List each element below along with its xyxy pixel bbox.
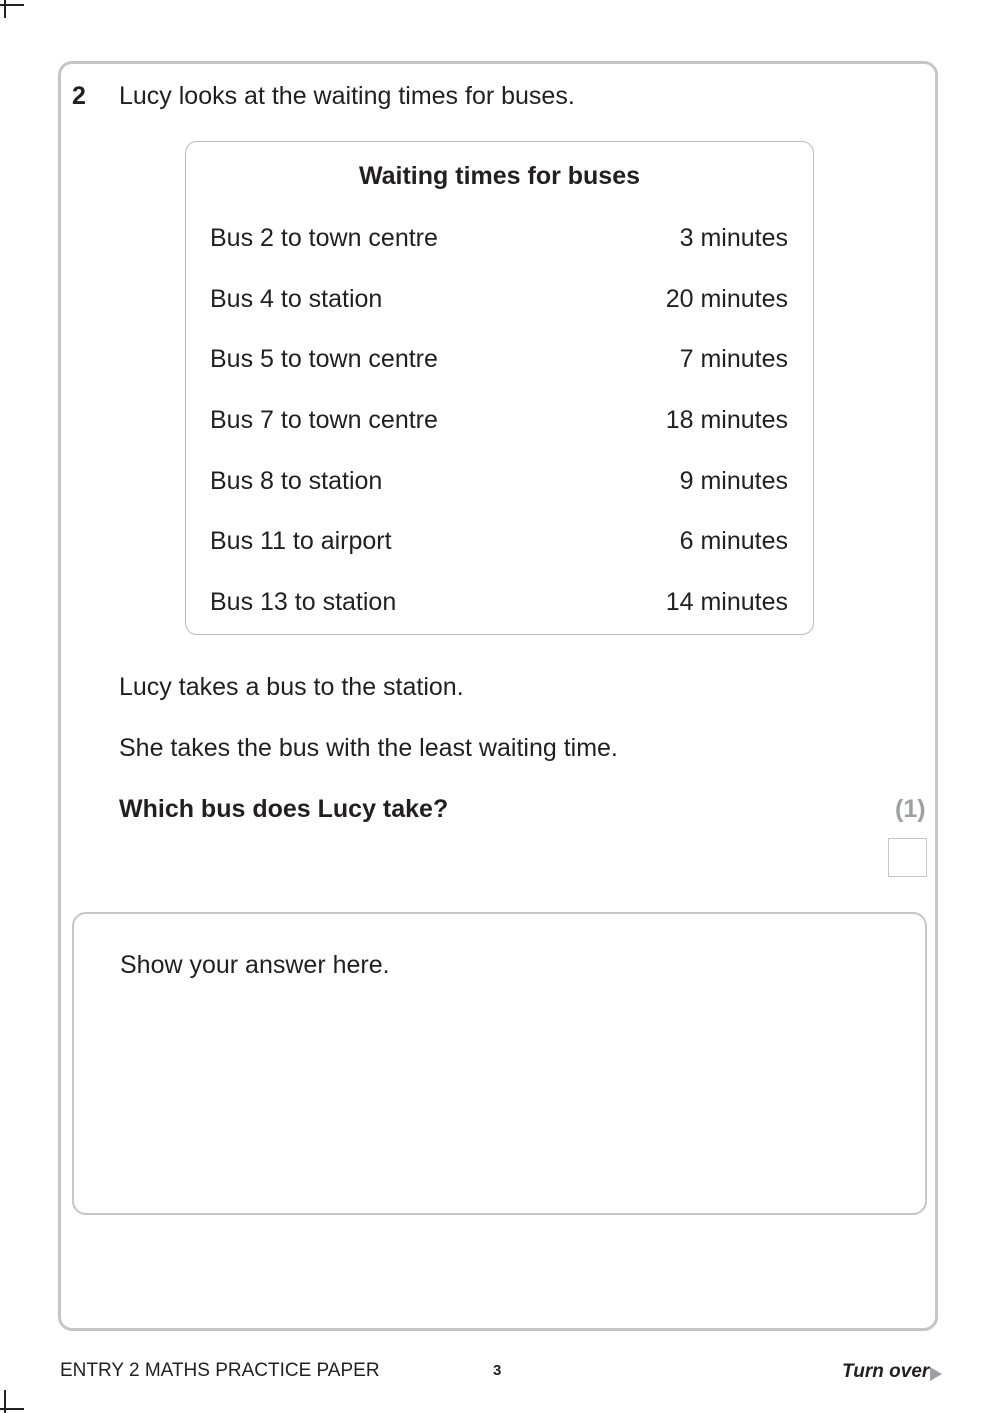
route-cell: Bus 2 to town centre — [210, 224, 438, 252]
turn-over-label: Turn over — [842, 1361, 930, 1382]
route-cell: Bus 8 to station — [210, 467, 383, 495]
crop-mark-bottom-left-v — [4, 1390, 6, 1413]
answer-label: Show your answer here. — [120, 951, 390, 979]
table-row — [210, 345, 788, 377]
time-cell: 20 minutes — [665, 285, 788, 313]
crop-mark-top-left-v — [4, 0, 6, 18]
time-cell: 7 minutes — [679, 345, 788, 373]
statement-line-2: She takes the bus with the least waiting time. — [119, 734, 618, 762]
route-cell: Bus 5 to town centre — [210, 345, 438, 373]
time-cell: 3 minutes — [679, 224, 788, 252]
route-cell: Bus 7 to town centre — [210, 406, 438, 434]
footer-paper-title: ENTRY 2 MATHS PRACTICE PAPER — [60, 1360, 380, 1381]
question-intro: Lucy looks at the waiting times for buses. — [119, 82, 575, 110]
table-row — [210, 588, 788, 620]
time-cell: 6 minutes — [679, 527, 788, 555]
route-cell: Bus 4 to station — [210, 285, 383, 313]
table-row — [210, 467, 788, 499]
question-number: 2 — [72, 82, 86, 110]
time-cell: 18 minutes — [665, 406, 788, 434]
question-prompt: Which bus does Lucy take? — [119, 795, 449, 823]
marks-box — [888, 838, 927, 877]
route-cell: Bus 13 to station — [210, 588, 397, 616]
table-row — [210, 527, 788, 559]
table-row — [210, 285, 788, 317]
page-number: 3 — [493, 1362, 502, 1379]
table-title: Waiting times for buses — [358, 162, 641, 190]
route-cell: Bus 11 to airport — [210, 527, 392, 555]
waiting-times-table — [185, 141, 814, 635]
table-row — [210, 224, 788, 256]
answer-box[interactable] — [72, 912, 927, 1215]
table-row — [210, 406, 788, 438]
play-arrow-icon — [930, 1367, 942, 1381]
statement-line-1: Lucy takes a bus to the station. — [119, 673, 464, 701]
time-cell: 9 minutes — [679, 467, 788, 495]
time-cell: 14 minutes — [665, 588, 788, 616]
marks-label: (1) — [895, 795, 926, 823]
